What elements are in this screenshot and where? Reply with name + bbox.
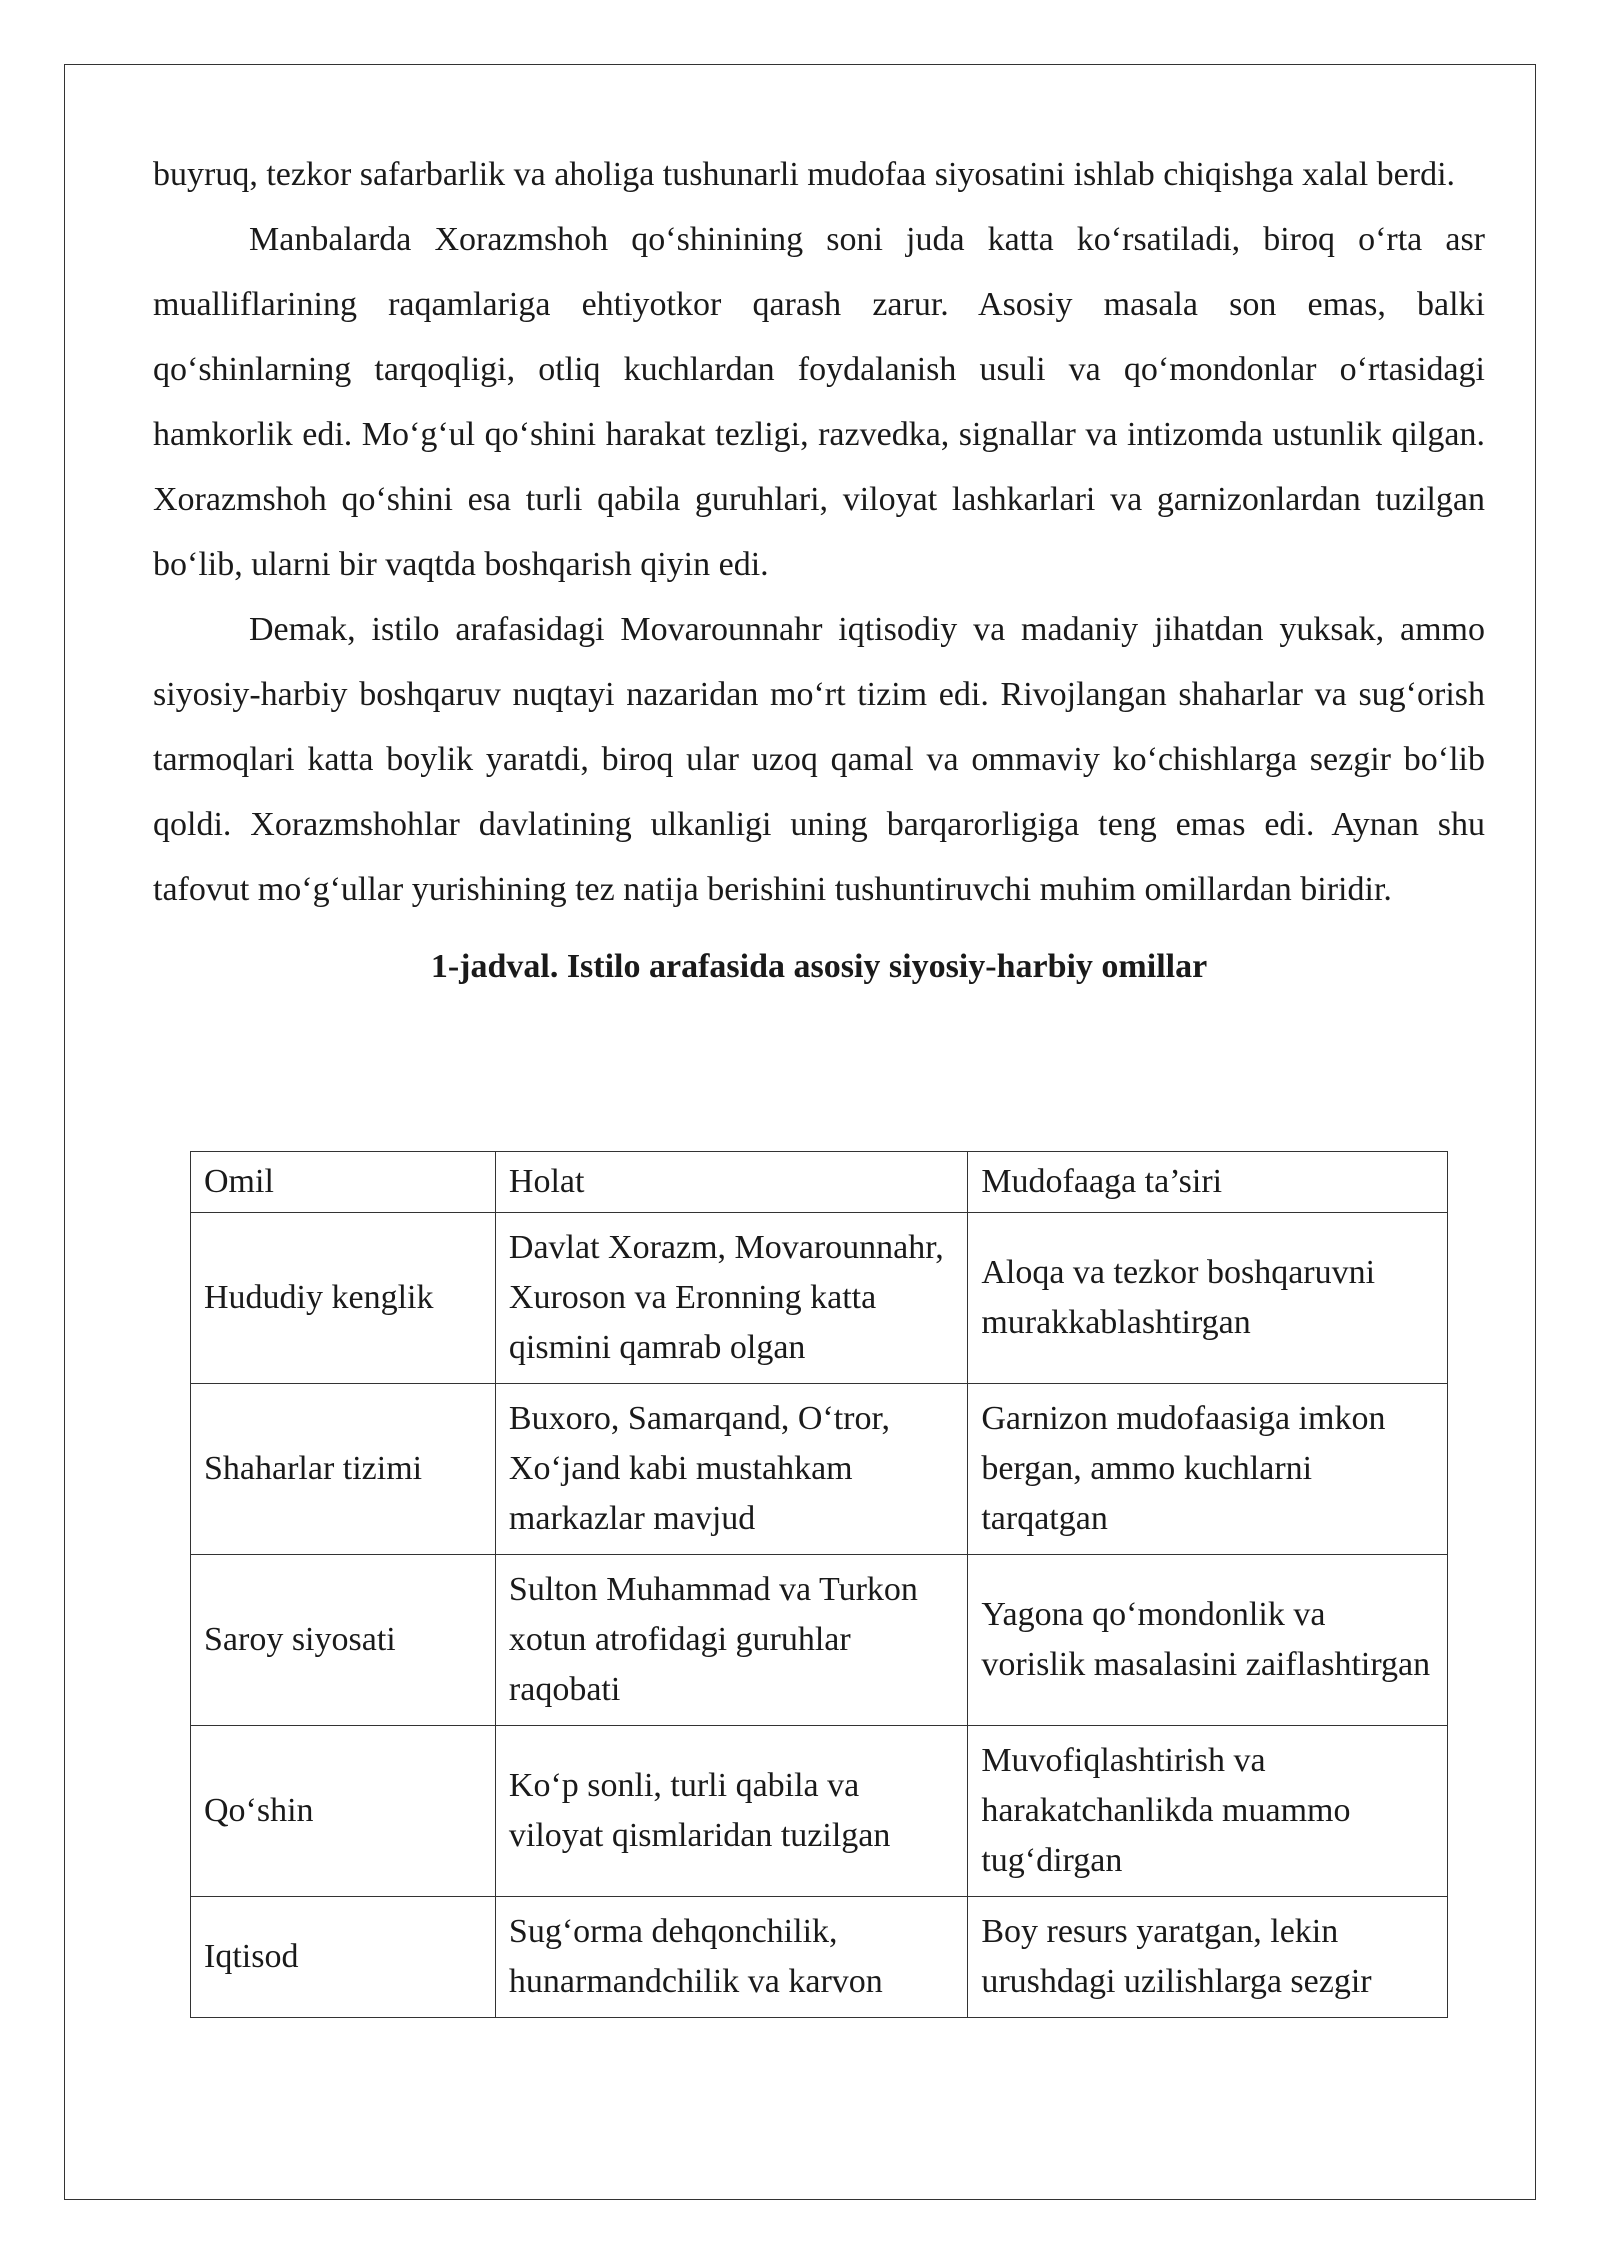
table-cell: Boy resurs yaratgan, lekin urushdagi uzilishlarga sezgir bbox=[968, 1897, 1448, 2018]
table-header-row bbox=[191, 1152, 1448, 1213]
paragraph-conclusion: Demak, istilo arafasidagi Movarounnahr iqtisodiy va madaniy jihatdan yuksak, ammo siyosiy-harbiy boshqaruv nuqtayi nazaridan mo‘rt tizim edi. Rivojlangan shaharlar va sug‘orish tarmoqlari katta boylik yaratdi, biroq ular uzoq qamal va ommaviy ko‘chishlarga sezgir bo‘lib qoldi. Xorazmshohlar davlatining ulkanligi uning barqarorligiga teng emas edi. Aynan shu tafovut mo‘g‘ullar yurishining tez natija berishini tushuntiruvchi muhim omillardan biridir. bbox=[153, 611, 1485, 908]
table-cell: Qo‘shin bbox=[191, 1726, 496, 1897]
table-cell: Hududiy kenglik bbox=[191, 1213, 496, 1384]
table-cell: Yagona qo‘mondonlik va vorislik masalasini zaiflashtirgan bbox=[968, 1555, 1448, 1726]
table-row bbox=[191, 1897, 1448, 2018]
table-cell: Ko‘p sonli, turli qabila va viloyat qismlaridan tuzilgan bbox=[495, 1726, 967, 1897]
column-header-factor: Omil bbox=[191, 1152, 496, 1213]
page-body bbox=[153, 142, 1485, 999]
table-row bbox=[191, 1726, 1448, 1897]
table-cell: Iqtisod bbox=[191, 1897, 496, 2018]
table-caption: 1-jadval. Istilo arafasida asosiy siyosiy-harbiy omillar bbox=[430, 948, 1208, 985]
paragraph-continuation: buyruq, tezkor safarbarlik va aholiga tushunarli mudofaa siyosatini ishlab chiqishga xalal berdi. bbox=[153, 156, 1456, 193]
table-cell: Garnizon mudofaasiga imkon bergan, ammo kuchlarni tarqatgan bbox=[968, 1384, 1448, 1555]
table-row bbox=[191, 1555, 1448, 1726]
paragraph-army-size: Manbalarda Xorazmshoh qo‘shinining soni juda katta ko‘rsatiladi, biroq o‘rta asr mualliflarining raqamlariga ehtiyotkor qarash zarur. Asosiy masala son emas, balki qo‘shinlarning tarqoqligi, otliq kuchlardan foydalanish usuli va qo‘mondonlar o‘rtasidagi hamkorlik edi. Mo‘g‘ul qo‘shini harakat tezligi, razvedka, signallar va intizomda ustunlik qilgan. Xorazmshoh qo‘shini esa turli qabila guruhlari, viloyat lashkarlari va garnizonlardan tuzilgan bo‘lib, ularni bir vaqtda boshqarish qiyin edi. bbox=[153, 221, 1485, 583]
table-cell: Aloqa va tezkor boshqaruvni murakkablashtirgan bbox=[968, 1213, 1448, 1384]
table-cell: Sulton Muhammad va Turkon xotun atrofidagi guruhlar raqobati bbox=[495, 1555, 967, 1726]
table-cell: Davlat Xorazm, Movarounnahr, Xuroson va Eronning katta qismini qamrab olgan bbox=[495, 1213, 967, 1384]
factors-table bbox=[190, 1151, 1448, 2018]
table-cell: Muvofiqlashtirish va harakatchanlikda muammo tug‘dirgan bbox=[968, 1726, 1448, 1897]
table-row bbox=[191, 1213, 1448, 1384]
column-header-status: Holat bbox=[495, 1152, 967, 1213]
table-cell: Sug‘orma dehqonchilik, hunarmandchilik va karvon bbox=[495, 1897, 967, 2018]
table-cell: Shaharlar tizimi bbox=[191, 1384, 496, 1555]
column-header-defense-impact: Mudofaaga ta’siri bbox=[968, 1152, 1448, 1213]
table-cell: Saroy siyosati bbox=[191, 1555, 496, 1726]
table-row bbox=[191, 1384, 1448, 1555]
table-cell: Buxoro, Samarqand, O‘tror, Xo‘jand kabi mustahkam markazlar mavjud bbox=[495, 1384, 967, 1555]
